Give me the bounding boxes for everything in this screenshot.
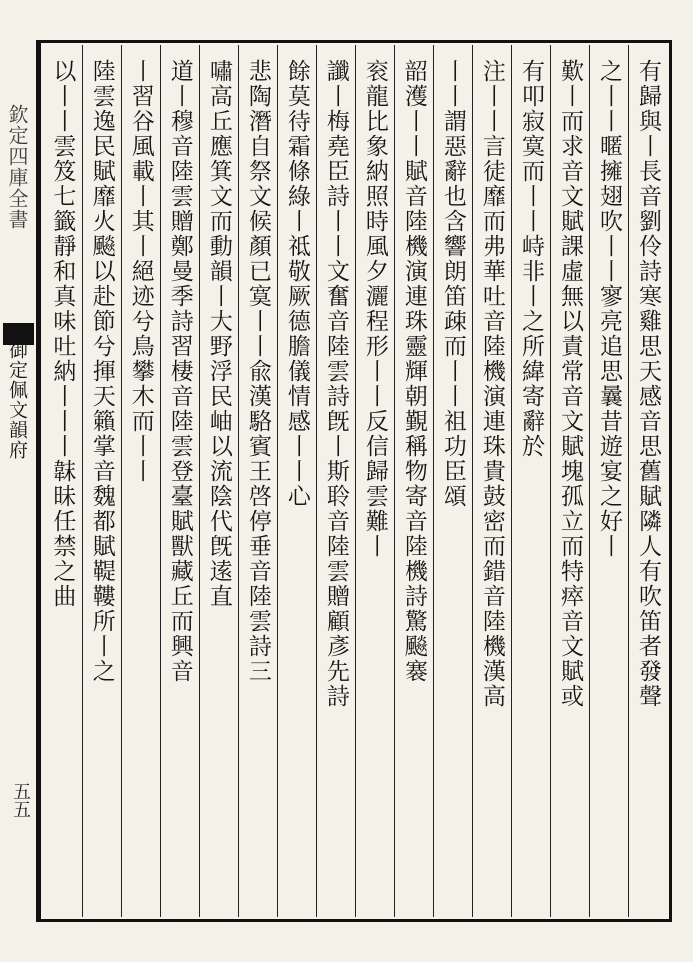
column-text: 悲陶潛自祭文候顏已寞丨丨兪漢駱賓王啓停垂音陸雲詩三: [244, 59, 271, 684]
text-column: [238, 45, 277, 917]
column-text: 韶濩丨丨賦音陸機演連珠靈輝朝覲稱物寄音陸機詩驚飈褰: [400, 59, 427, 684]
text-column: [277, 45, 316, 917]
text-column: [43, 45, 82, 917]
column-text: 注丨丨言徒靡而弗華吐音陸機演連珠貴鼓密而錯音陸機漢高: [478, 59, 505, 709]
text-column: [199, 45, 238, 917]
text-column: [589, 45, 628, 917]
column-text: 嘯高丘應箕文而動韻丨大野浮民岫以流陰代旣逺直: [205, 59, 232, 609]
column-text: 有叩寂寞而丨丨峙非丨之所緯寄辭於: [517, 59, 544, 459]
text-column: [628, 45, 667, 917]
collection-title: 欽定四庫全書: [5, 104, 29, 230]
text-column: [355, 45, 394, 917]
book-title: 御定佩文韻府: [6, 340, 28, 460]
text-columns: [43, 45, 667, 917]
column-text: 歎丨而求音文賦課虛無以責常音文賦塊孤立而特瘁音文賦或: [556, 59, 583, 709]
column-text: 陸雲逸民賦靡火飈以赴節兮揮天籟掌音魏都賦鞮鞻所丨之: [88, 59, 115, 684]
text-column: [121, 45, 160, 917]
column-text: 有歸與丨長音劉伶詩寒雞思天感音思舊賦隣人有吹笛者發聲: [634, 59, 661, 709]
page-number: 五五: [10, 782, 31, 818]
text-column: [82, 45, 121, 917]
text-column: [160, 45, 199, 917]
text-column: [550, 45, 589, 917]
column-text: 道丨穆音陸雲贈鄭曼季詩習棲音陸雲登臺賦獸藏丘而興音: [166, 59, 193, 684]
column-text: 丨習谷風載丨其丨絕迹兮鳥攀木而丨丨: [127, 59, 154, 484]
text-column: [433, 45, 472, 917]
text-column: [316, 45, 355, 917]
column-text: 衮龍比象納照時風夕灑程形丨丨反信歸雲難丨: [361, 59, 388, 559]
column-text: 讖丨梅堯臣詩丨丨文奮音陸雲詩旣丨斯聆音陸雲贈顧彥先詩: [322, 59, 349, 709]
column-text: 之丨丨暱擁翅吹丨丨寥亮追思曩昔遊宴之好丨: [595, 59, 622, 559]
text-column: [511, 45, 550, 917]
column-text: 餘莫待霜條綠丨祗敬厥德膽儀情感丨丨心: [283, 59, 310, 509]
column-text: 以丨丨雲笈七籤靜和真味吐納丨丨丨韎昧任禁之曲: [49, 59, 76, 609]
text-column: [394, 45, 433, 917]
page-margin: [0, 40, 38, 922]
text-column: [472, 45, 511, 917]
column-text: 丨丨謂惡辭也含響朗笛疎而丨丨祖功臣頌: [439, 59, 466, 509]
